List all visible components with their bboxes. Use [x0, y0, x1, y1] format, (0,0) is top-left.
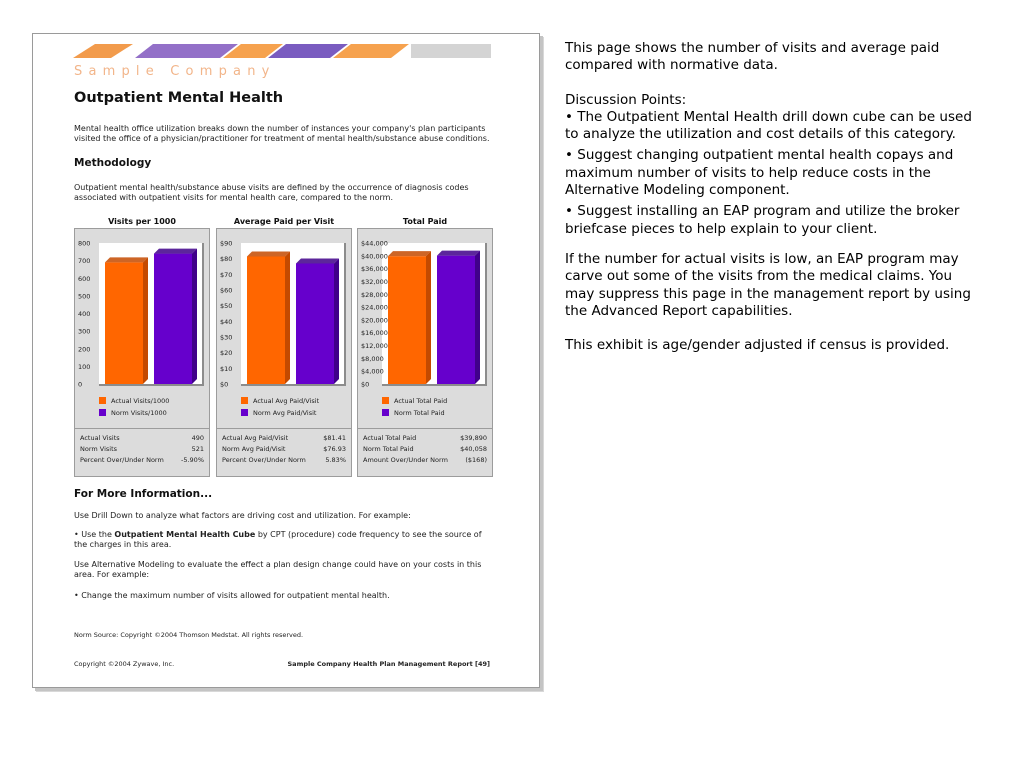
notes-paragraph: This page shows the number of visits and average paid compared with normative data. — [565, 40, 940, 74]
legend-label-actual: Actual Total Paid — [394, 397, 448, 405]
stat-value: 490 — [191, 434, 204, 442]
y-tick-label: $8,000 — [361, 354, 384, 363]
stat-label: Amount Over/Under Norm — [363, 456, 448, 464]
y-tick-label: $28,000 — [361, 290, 388, 299]
y-tick-label: $20 — [220, 349, 233, 358]
bar-side — [192, 249, 197, 384]
bar-front — [247, 256, 285, 384]
y-tick-label: 0 — [78, 380, 83, 389]
bar-top — [247, 251, 290, 256]
y-tick-label: $4,000 — [361, 367, 384, 376]
report-page — [32, 33, 540, 688]
stat-value: $81.41 — [323, 434, 346, 442]
stat-label: Actual Visits — [80, 434, 120, 442]
chart-title-total-paid: Total Paid — [402, 217, 448, 226]
stripe-segment-2 — [135, 44, 238, 58]
y-tick-label: $40,000 — [361, 252, 388, 261]
more-info-bullet — [74, 530, 496, 550]
y-tick-label: 700 — [78, 257, 91, 266]
y-tick-label: $70 — [220, 270, 233, 279]
y-tick-label: $44,000 — [361, 239, 388, 248]
legend-swatch-actual — [99, 397, 106, 404]
y-tick-label: 400 — [78, 310, 91, 318]
legend-item-norm — [382, 409, 445, 417]
chart-divider — [75, 428, 209, 429]
bar-side — [285, 251, 290, 384]
more-info-bullet: • Change the maximum number of visits allowed for outpatient mental health. — [74, 591, 390, 600]
legend-swatch-norm — [99, 409, 106, 416]
stat-value: 5.83% — [325, 456, 346, 464]
bar-top — [154, 249, 197, 254]
stat-label: Percent Over/Under Norm — [80, 456, 164, 464]
legend-item-actual — [99, 397, 169, 405]
stat-label: Percent Over/Under Norm — [222, 456, 306, 464]
bar-front — [105, 262, 143, 384]
legend-swatch-norm — [241, 409, 248, 416]
header-stripe — [73, 44, 491, 58]
bar-front — [296, 263, 334, 384]
stat-label: Norm Total Paid — [363, 445, 414, 453]
legend-swatch-actual — [382, 397, 389, 404]
bullet-prefix: • Use the — [74, 530, 115, 539]
y-tick-label: $0 — [361, 380, 370, 389]
legend-label-norm: Norm Total Paid — [394, 409, 445, 417]
norm-source: Norm Source: Copyright ©2004 Thomson Medstat. All rights reserved. — [74, 631, 304, 639]
bar-front — [154, 254, 192, 384]
speaker-notes — [565, 40, 985, 354]
stat-value: $76.93 — [323, 445, 346, 453]
methodology-heading: Methodology — [74, 157, 152, 169]
y-tick-label: $90 — [220, 239, 233, 248]
y-tick-label: 600 — [78, 274, 91, 283]
legend-item-norm — [241, 409, 316, 417]
y-tick-label: $16,000 — [361, 329, 388, 338]
chart-title-visits: Visits per 1000 — [108, 217, 176, 226]
copyright: Copyright ©2004 Zywave, Inc. — [74, 660, 175, 668]
bar-side — [143, 257, 148, 384]
chart-divider — [217, 428, 351, 429]
legend-label-actual: Actual Visits/1000 — [111, 397, 170, 405]
y-tick-label: $20,000 — [361, 316, 388, 325]
y-tick-label: 200 — [78, 345, 91, 354]
bar-side — [475, 251, 480, 384]
report-footer: Sample Company Health Plan Management Report [49] — [287, 660, 490, 668]
chart-divider — [358, 428, 492, 429]
stat-label: Norm Visits — [80, 445, 118, 453]
bar-side — [426, 251, 431, 384]
intro-text: Mental health office utilization breaks down the number of instances your company's plan participants visited the office of a physician/practitioner for treatment of mental health/substance abuse conditions. — [74, 124, 490, 143]
stat-row — [80, 445, 204, 453]
notes-bullet: • Suggest installing an EAP program and utilize the broker briefcase pieces to help explain to your client. — [565, 203, 960, 237]
cube-name: Outpatient Mental Health Cube — [114, 530, 256, 539]
y-tick-label: 100 — [78, 362, 91, 371]
legend-item-actual — [382, 397, 447, 405]
stat-value: 521 — [191, 445, 204, 453]
y-tick-label: 800 — [78, 239, 91, 248]
stat-label: Actual Avg Paid/Visit — [222, 434, 289, 442]
legend-label-norm: Norm Avg Paid/Visit — [253, 409, 317, 417]
bar-top — [105, 257, 148, 262]
y-tick-label: $12,000 — [361, 342, 388, 351]
legend-item-norm — [99, 409, 167, 417]
legend-label-norm: Norm Visits/1000 — [111, 409, 167, 417]
stat-value: $40,058 — [460, 445, 487, 453]
bar-top — [437, 251, 480, 256]
stripe-segment-1 — [73, 44, 133, 58]
stat-value: ($168) — [465, 456, 487, 464]
y-tick-label: 500 — [78, 292, 91, 301]
y-tick-label: $10 — [220, 364, 233, 373]
more-info-paragraph: Use Alternative Modeling to evaluate the effect a plan design change could have on your costs in this area. For example: — [74, 560, 482, 579]
stat-row — [80, 434, 204, 442]
bar-top — [296, 258, 339, 263]
legend-swatch-norm — [382, 409, 389, 416]
stat-label: Norm Avg Paid/Visit — [222, 445, 286, 453]
stat-value: $39,890 — [460, 434, 487, 442]
stat-row — [363, 434, 487, 442]
stat-row — [80, 456, 204, 464]
bullet-suffix: by CPT (procedure) code frequency to see the source of the charges in this area. — [74, 530, 482, 549]
stat-label: Actual Total Paid — [363, 434, 417, 442]
y-tick-label: $24,000 — [361, 303, 388, 312]
methodology-text: Outpatient mental health/substance abuse visits are defined by the occurrence of diagnosis codes associated with outpatient visits for mental health care, compared to the norm. — [74, 183, 469, 202]
y-tick-label: $50 — [220, 302, 233, 311]
notes-heading: Discussion Points: — [565, 91, 687, 108]
stat-value: -5.90% — [181, 456, 204, 464]
notes-paragraph: This exhibit is age/gender adjusted if census is provided. — [565, 337, 950, 354]
y-tick-label: 300 — [78, 327, 91, 336]
y-tick-label: $80 — [220, 255, 233, 264]
y-tick-label: $0 — [220, 380, 229, 389]
stat-row — [222, 445, 346, 453]
bar-top — [388, 251, 431, 256]
bar-side — [334, 258, 339, 384]
notes-bullet: • Suggest changing outpatient mental health copays and maximum number of visits to help reduce costs in the Alternative Modeling component. — [565, 147, 954, 199]
bar-front — [437, 256, 475, 384]
legend-swatch-actual — [241, 397, 248, 404]
company-name: Sample Company — [74, 64, 276, 79]
y-tick-label: $36,000 — [361, 265, 388, 274]
chart-visits — [74, 228, 210, 477]
stat-row — [363, 445, 487, 453]
stat-row — [222, 456, 346, 464]
chart-avg-paid — [216, 228, 352, 477]
stripe-segment-6 — [411, 44, 491, 58]
y-tick-label: $30 — [220, 333, 233, 342]
more-info-heading: For More Information... — [74, 488, 213, 500]
legend-item-actual — [241, 397, 319, 405]
y-tick-label: $40 — [220, 317, 233, 326]
stat-row — [222, 434, 346, 442]
y-tick-label: $60 — [220, 286, 233, 295]
stat-row — [363, 456, 487, 464]
report-title: Outpatient Mental Health — [74, 90, 284, 106]
y-tick-label: $32,000 — [361, 277, 388, 286]
more-info-paragraph: Use Drill Down to analyze what factors are driving cost and utilization. For example: — [74, 511, 411, 520]
notes-bullet: • The Outpatient Mental Health drill down cube can be used to analyze the utilization and cost details of this category. — [565, 108, 972, 143]
chart-title-avg-paid: Average Paid per Visit — [233, 217, 335, 226]
chart-total-paid — [357, 228, 493, 477]
legend-label-actual: Actual Avg Paid/Visit — [253, 397, 320, 405]
notes-paragraph: If the number for actual visits is low, an EAP program may carve out some of the visits from the medical claims. You may suppress this page in the management report by using the Advanced Report capabilities. — [565, 250, 971, 319]
bar-front — [388, 256, 426, 384]
